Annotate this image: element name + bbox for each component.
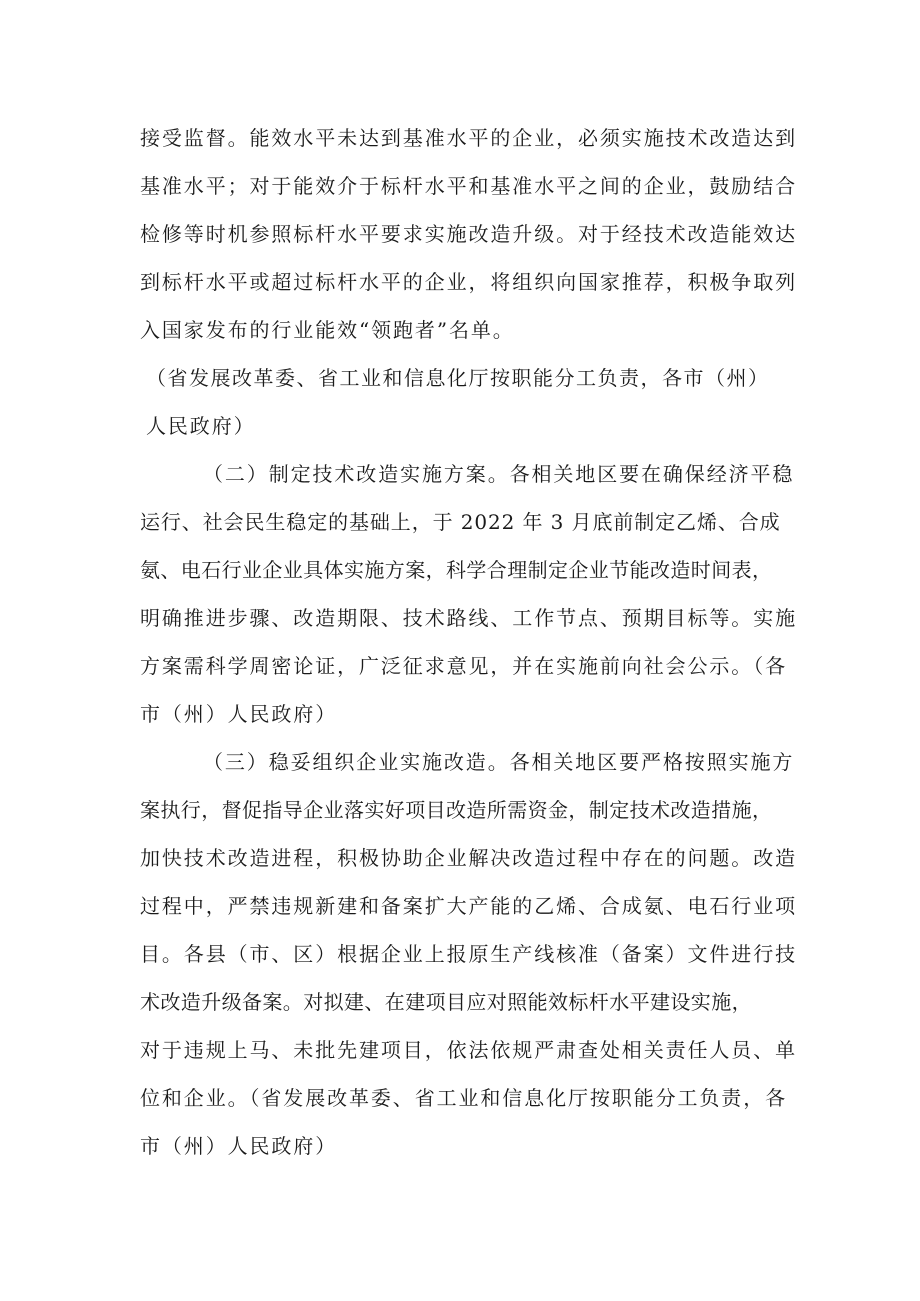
- text-line-20: 对于违规上马、未批先建项目，依法依规严肃查处相关责任人员、单: [140, 1038, 797, 1062]
- text-line-9: 运行、社会民生稳定的基础上，于 2022 年 3 月底前制定乙烯、合成: [140, 510, 781, 534]
- text-line-6: （省发展改革委、省工业和信息化厅按职能分工负责，各市（州）: [146, 366, 770, 390]
- text-line-4: 到标杆水平或超过标杆水平的企业，将组织向国家推荐，积极争取列: [140, 270, 797, 294]
- text-line-15: 案执行，督促指导企业落实好项目改造所需资金，制定技术改造措施，: [140, 798, 773, 822]
- text-line-12: 方案需科学周密论证，广泛征求意见，并在实施前向社会公示。（各: [140, 654, 787, 678]
- text-line-16: 加快技术改造进程，积极协助企业解决改造过程中存在的问题。改造: [140, 846, 797, 870]
- text-line-11: 明确推进步骤、改造期限、技术路线、工作节点、预期目标等。实施: [140, 606, 797, 630]
- text-line-21: 位和企业。（省发展改革委、省工业和信息化厅按职能分工负责，各: [140, 1086, 787, 1110]
- text-line-10: 氨、电石行业企业具体实施方案，科学合理制定企业节能改造时间表，: [140, 558, 773, 582]
- text-line-17: 过程中，严禁违规新建和备案扩大产能的乙烯、合成氨、电石行业项: [140, 894, 797, 918]
- text-line-22: 市（州）人民政府）: [140, 1134, 338, 1158]
- text-line-13: 市（州）人民政府）: [140, 702, 338, 726]
- text-line-5: 入国家发布的行业能效“领跑者”名单。: [140, 318, 515, 342]
- section-2-heading-line: （二）制定技术改造实施方案。各相关地区要在确保经济平稳: [203, 462, 795, 486]
- text-line-2: 基准水平；对于能效介于标杆水平和基准水平之间的企业，鼓励结合: [140, 174, 797, 198]
- text-line-7: 人民政府）: [146, 414, 256, 438]
- section-3-heading-line: （三）稳妥组织企业实施改造。各相关地区要严格按照实施方: [203, 750, 795, 774]
- text-line-3: 检修等时机参照标杆水平要求实施改造升级。对于经技术改造能效达: [140, 222, 797, 246]
- text-line-19: 术改造升级备案。对拟建、在建项目应对照能效标杆水平建设实施，: [140, 990, 752, 1014]
- text-line-18: 目。各县（市、区）根据企业上报原生产线核准（备案）文件进行技: [140, 942, 797, 966]
- text-line-1: 接受监督。能效水平未达到基准水平的企业，必须实施技术改造达到: [140, 126, 797, 150]
